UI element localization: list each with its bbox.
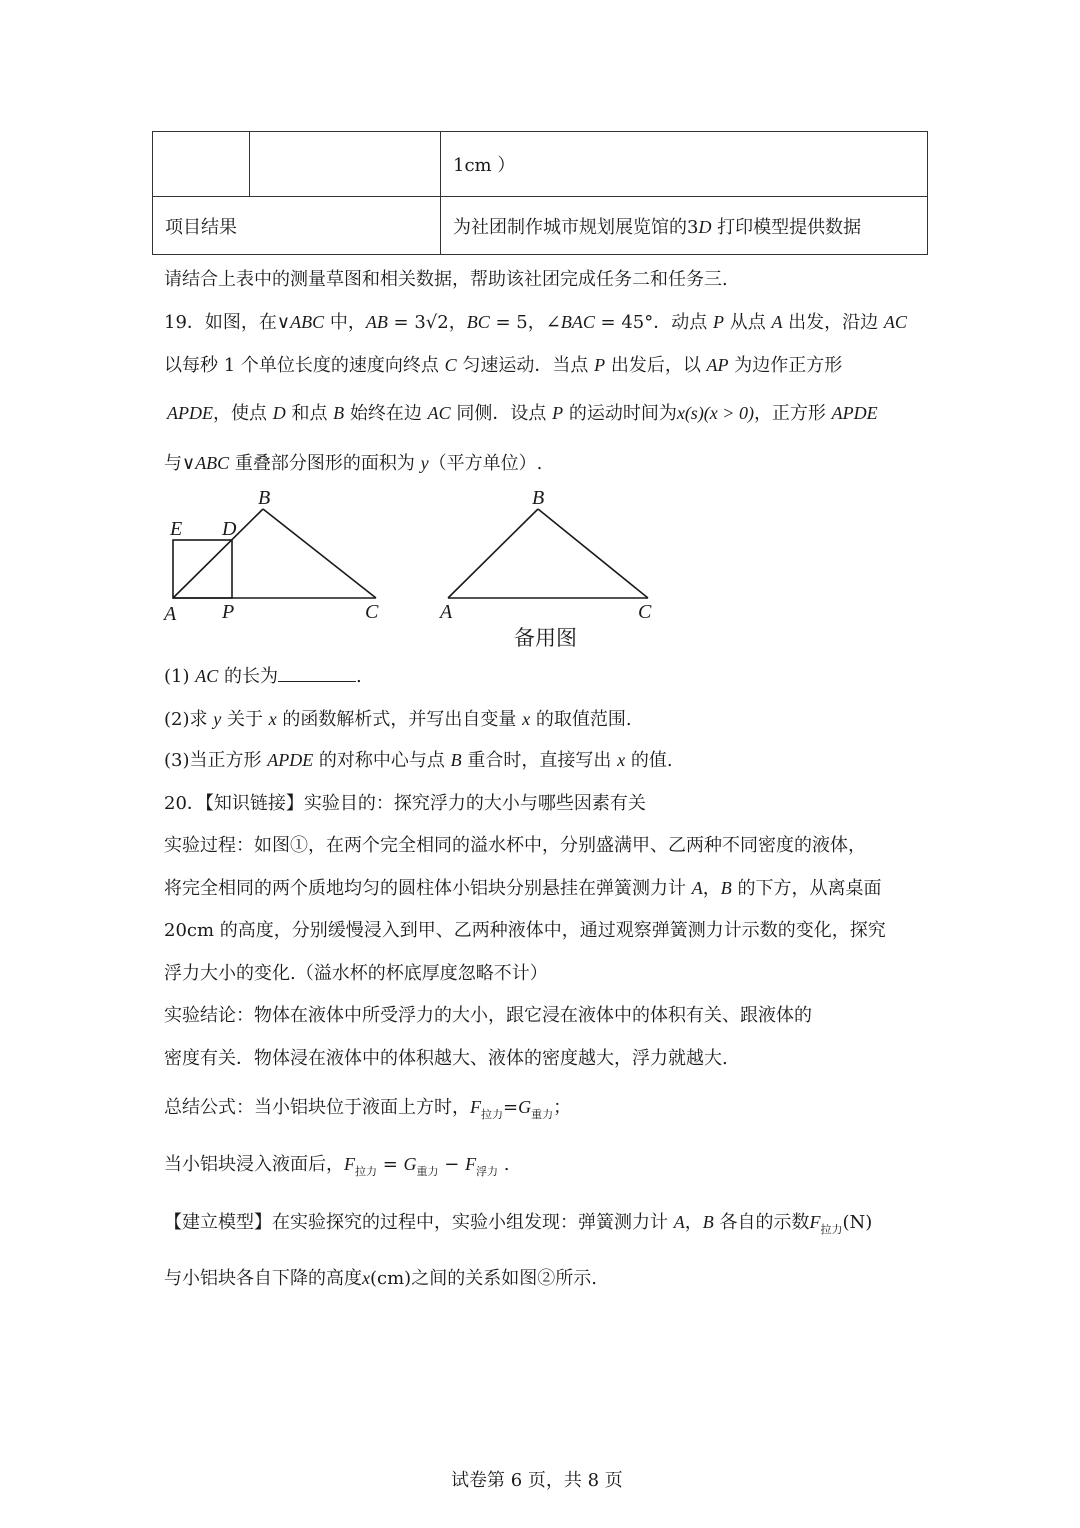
q19-part-2: (2)求 y 关于 x 的函数解析式，并写出自变量 x 的取值范围. bbox=[164, 709, 632, 730]
q20-line-7: 密度有关．物体浸在液体中的体积越大、液体的密度越大，浮力就越大. bbox=[164, 1048, 728, 1069]
answer-blank bbox=[278, 663, 356, 682]
q19-line-4: 与∨ABC 重叠部分图形的面积为 y（平方单位）. bbox=[164, 453, 543, 474]
q20-line-2: 实验过程：如图①，在两个完全相同的溢水杯中，分别盛满甲、乙两种不同密度的液体， bbox=[164, 835, 866, 856]
q20-line-11: 与小铝块各自下降的高度x(cm)之间的关系如图②所示. bbox=[164, 1268, 597, 1289]
label-P: P bbox=[222, 601, 235, 623]
q20-line-6: 实验结论：物体在液体中所受浮力的大小，跟它浸在液体中的体积有关、跟液体的 bbox=[164, 1005, 812, 1026]
q20-line-5: 浮力大小的变化.（溢水杯的杯底厚度忽略不计） bbox=[164, 963, 548, 984]
q20-line-10: 【建立模型】在实验探究的过程中，实验小组发现：弹簧测力计 A，B 各自的示数$F_{拉力}(N)$ bbox=[164, 1212, 873, 1236]
project-table bbox=[152, 131, 928, 255]
q20-line-1: 20．【知识链接】实验目的：探究浮力的大小与哪些因素有关 bbox=[164, 793, 646, 814]
q19-line-3: APDE，使点 D 和点 B 始终在边 AC 同侧．设点 P 的运动时间为x(s)(x > 0)，正方形 APDE bbox=[167, 403, 878, 424]
figure-triangle-square bbox=[160, 484, 400, 630]
label-A: A bbox=[164, 603, 177, 625]
q19-part-3: (3)当正方形 APDE 的对称中心与点 B 重合时，直接写出 x 的值. bbox=[164, 750, 673, 771]
table-row bbox=[153, 132, 928, 197]
table-cell bbox=[441, 132, 928, 197]
label-A: A bbox=[440, 601, 453, 623]
table-cell bbox=[153, 132, 250, 197]
q20-line-3: 将完全相同的两个质地均匀的圆柱体小铝块分别悬挂在弹簧测力计 A，B 的下方，从离桌面 bbox=[164, 878, 882, 899]
page-footer: 试卷第 6 页，共 8 页 bbox=[451, 1470, 623, 1491]
label-B: B bbox=[532, 487, 545, 509]
table-cell: 为社团制作城市规划展览馆的3D 打印模型提供数据 bbox=[441, 197, 928, 255]
figure-caption: 备用图 bbox=[514, 626, 577, 650]
q20-line-8: 总结公式：当小铝块位于液面上方时，$F_{拉力}=G_{重力}$； bbox=[164, 1097, 572, 1121]
table-cell-text: 1cm ） bbox=[453, 155, 516, 176]
table-cell-text: 项目结果 bbox=[165, 216, 237, 238]
label-E: E bbox=[170, 518, 183, 540]
table-cell bbox=[250, 132, 441, 197]
label-C: C bbox=[365, 601, 379, 623]
q20-line-9: 当小铝块浸入液面后，$F_{拉力} = G_{重力} - F_{浮力}$ . bbox=[164, 1154, 510, 1178]
intro-text: 请结合上表中的测量草图和相关数据，帮助该社团完成任务二和任务三. bbox=[164, 269, 728, 290]
table-row bbox=[153, 197, 928, 255]
q19-line-2: 以每秒 1 个单位长度的速度向终点 C 匀速运动．当点 P 出发后，以 AP 为边作正方形 bbox=[164, 355, 843, 376]
q19-part-1: (1) AC 的长为 . bbox=[164, 662, 362, 688]
figure-spare-triangle bbox=[435, 484, 665, 630]
label-C: C bbox=[638, 601, 652, 623]
table-cell-label bbox=[153, 197, 441, 255]
label-B: B bbox=[258, 487, 271, 509]
label-D: D bbox=[222, 518, 237, 540]
q19-line-1: 19．如图，在∨ABC 中，AB = 3√2，BC = 5，∠BAC = 45°．动点 P 从点 A 出发，沿边 AC bbox=[164, 312, 907, 333]
q20-line-4: 20cm 的高度，分别缓慢浸入到甲、乙两种液体中，通过观察弹簧测力计示数的变化，探究 bbox=[164, 920, 886, 941]
